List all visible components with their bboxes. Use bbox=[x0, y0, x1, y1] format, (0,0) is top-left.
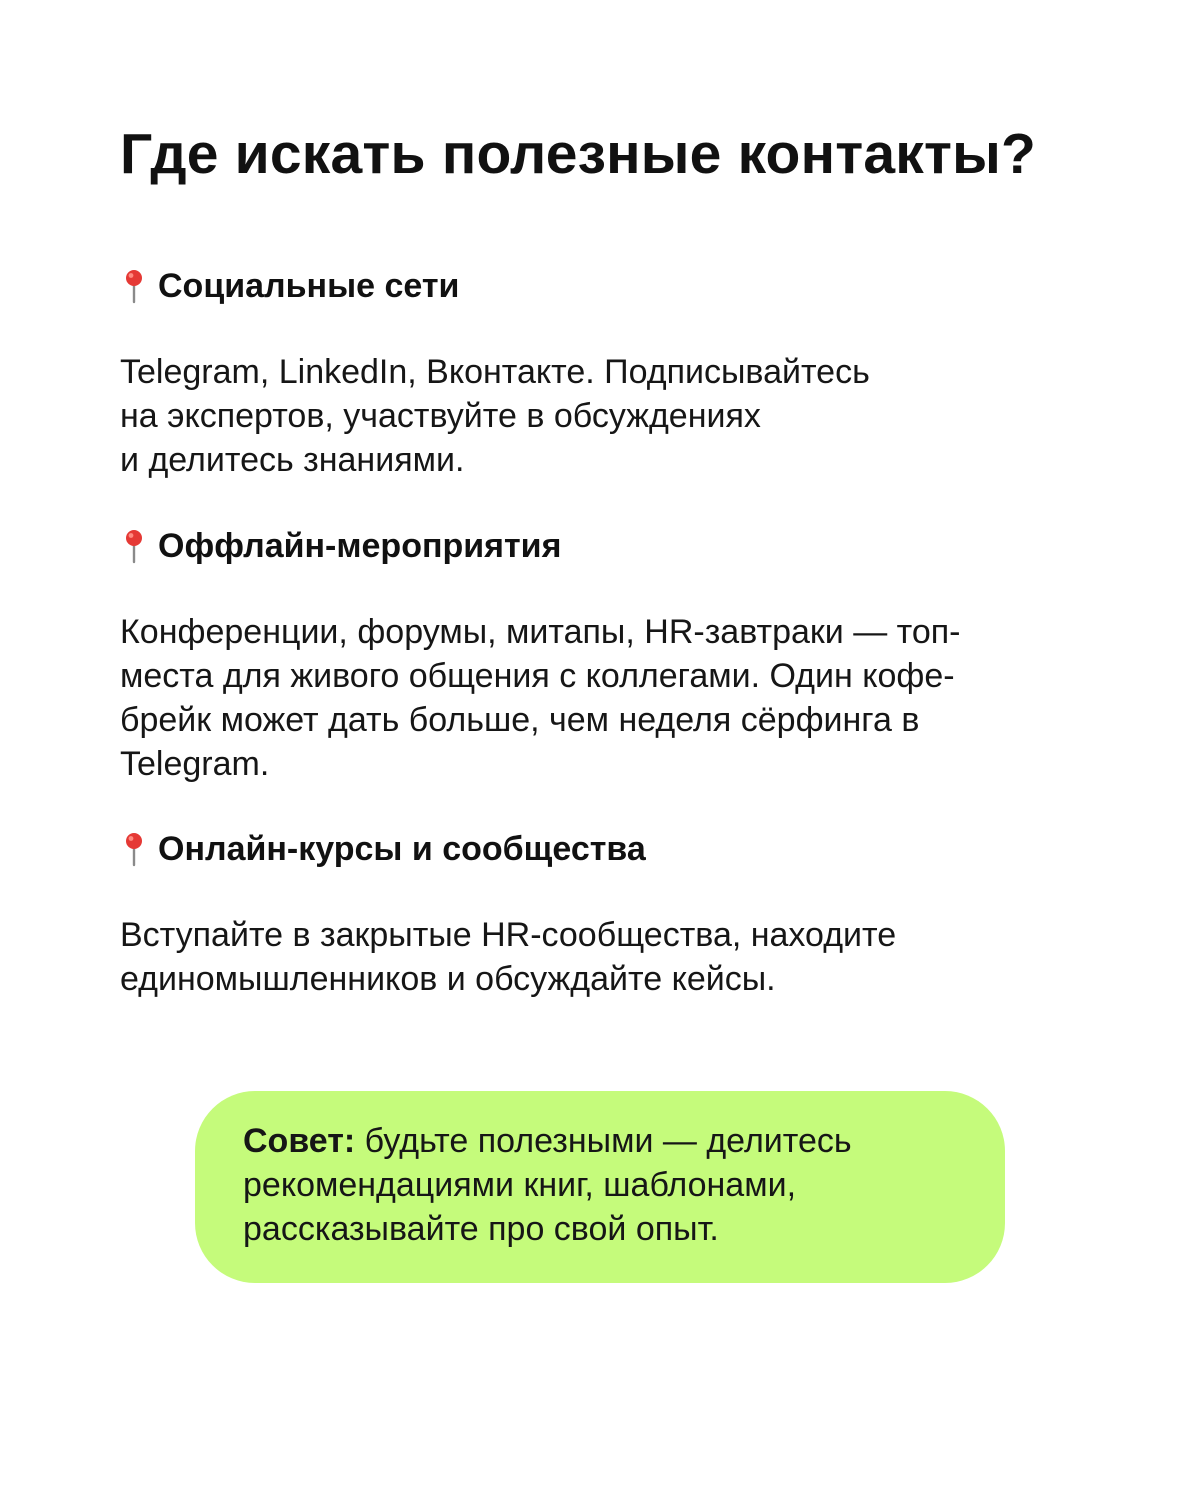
pushpin-icon bbox=[122, 831, 146, 867]
body-line: брейк может дать больше, чем неделя сёрфинга в bbox=[120, 701, 920, 739]
page-title: Где искать полезные контакты? bbox=[120, 122, 1036, 186]
section-heading-social-networks bbox=[122, 264, 459, 308]
tip-line bbox=[243, 1119, 852, 1163]
section-body-social-networks bbox=[120, 350, 1100, 482]
tip-box bbox=[195, 1091, 1005, 1283]
section-body-offline-events bbox=[120, 610, 1100, 786]
body-line: единомышленников и обсуждайте кейсы. bbox=[120, 960, 776, 998]
section-heading-label: Онлайн-курсы и сообщества bbox=[158, 830, 646, 868]
tip-text bbox=[243, 1119, 852, 1251]
body-line: на экспертов, участвуйте в обсуждениях bbox=[120, 397, 761, 435]
body-line: Вступайте в закрытые HR-сообщества, находите bbox=[120, 916, 897, 954]
section-heading-label: Оффлайн-мероприятия bbox=[158, 527, 562, 565]
tip-label: Совет: bbox=[243, 1122, 356, 1160]
tip-line-rest: будьте полезными — делитесь bbox=[355, 1122, 852, 1160]
body-line: Конференции, форумы, митапы, HR-завтраки — топ- bbox=[120, 613, 961, 651]
tip-line: рассказывайте про свой опыт. bbox=[243, 1210, 719, 1248]
body-line: Telegram, LinkedIn, Вконтакте. Подписывайтесь bbox=[120, 353, 870, 391]
section-heading-offline-events bbox=[122, 524, 561, 568]
section-heading-label: Социальные сети bbox=[158, 267, 460, 305]
section-heading-online-courses bbox=[122, 827, 646, 871]
body-line: места для живого общения с коллегами. Один кофе- bbox=[120, 657, 955, 695]
pushpin-icon bbox=[122, 528, 146, 564]
tip-line: рекомендациями книг, шаблонами, bbox=[243, 1166, 797, 1204]
pushpin-icon bbox=[122, 268, 146, 304]
section-body-online-courses bbox=[120, 913, 1100, 1001]
body-line: и делитесь знаниями. bbox=[120, 441, 465, 479]
body-line: Telegram. bbox=[120, 745, 270, 783]
